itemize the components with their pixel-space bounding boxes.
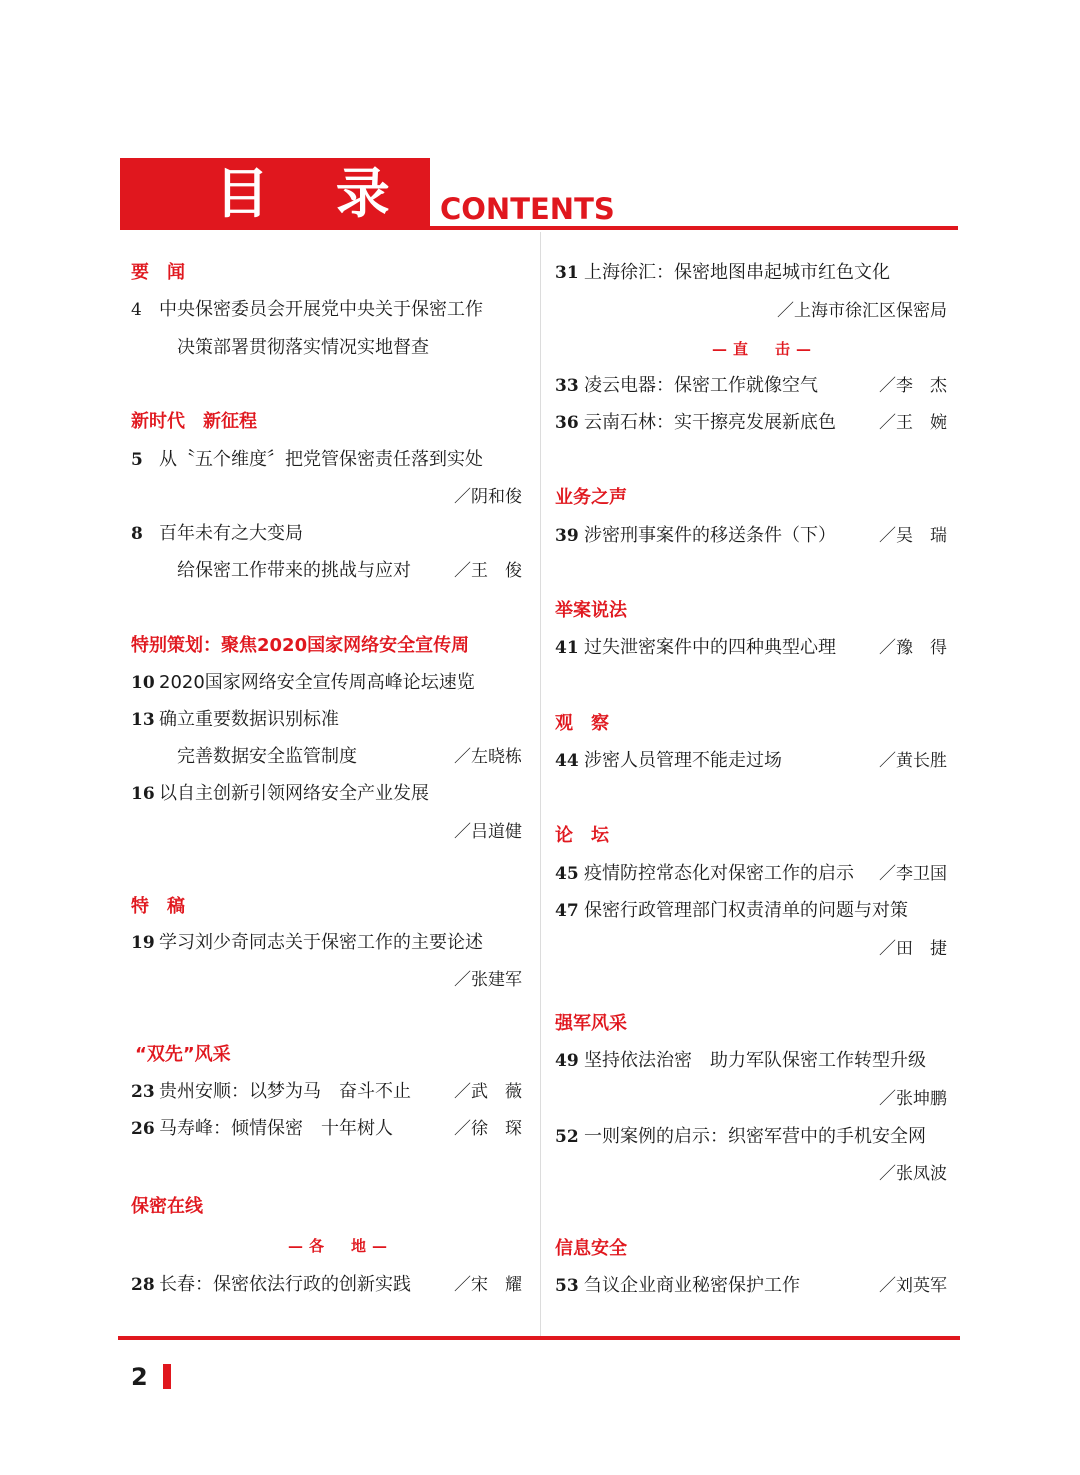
page-ref: 52 (555, 1127, 579, 1147)
section-heading: 特别策划：聚焦2020国家网络安全宣传周 (131, 635, 470, 656)
page-ref: 26 (131, 1119, 155, 1139)
section-heading: 业务之声 (555, 487, 627, 508)
article-author: ／左晓栋 (454, 747, 522, 767)
article-author: ／李 杰 (879, 376, 947, 396)
article-author: ／豫 得 (879, 638, 947, 658)
section-heading: 要 闻 (131, 262, 185, 283)
page-ref: 28 (131, 1275, 155, 1295)
page-ref: 8 (131, 524, 143, 544)
article-title[interactable]: 云南石林：实干擦亮发展新底色 (584, 412, 836, 433)
page-ref: 53 (555, 1276, 579, 1296)
subsection-heading: —直 击— (712, 340, 818, 358)
page-ref: 36 (555, 413, 579, 433)
article-author: ／上海市徐汇区保密局 (777, 301, 947, 321)
page-ref: 44 (555, 751, 579, 771)
article-title[interactable]: 保密行政管理部门权责清单的问题与对策 (584, 900, 908, 921)
article-author: ／田 捷 (879, 939, 947, 959)
section-heading: 保密在线 (131, 1196, 203, 1217)
article-title[interactable]: 刍议企业商业秘密保护工作 (584, 1275, 800, 1296)
article-title[interactable]: 涉密刑事案件的移送条件（下） (584, 525, 836, 546)
article-author: ／宋 耀 (454, 1275, 522, 1295)
article-author: ／刘英军 (879, 1276, 947, 1296)
article-title[interactable]: 上海徐汇：保密地图串起城市红色文化 (584, 262, 890, 283)
article-title[interactable]: 长春：保密依法行政的创新实践 (159, 1274, 411, 1295)
section-heading: 论 坛 (555, 825, 609, 846)
article-title[interactable]: 百年未有之大变局 (159, 523, 303, 544)
article-title[interactable]: 涉密人员管理不能走过场 (584, 750, 782, 771)
page-ref: 41 (555, 638, 579, 658)
article-title[interactable]: 坚持依法治密 助力军队保密工作转型升级 (584, 1050, 926, 1071)
article-author: ／王 婉 (879, 413, 947, 433)
article-title-cont[interactable]: 决策部署贯彻落实情况实地督查 (177, 337, 429, 358)
article-title[interactable]: 疫情防控常态化对保密工作的启示 (584, 863, 854, 884)
section-heading: 特 稿 (131, 896, 185, 917)
section-heading: 举案说法 (555, 600, 627, 621)
page-ref: 10 (131, 673, 155, 693)
page-title: 目 录 (215, 161, 414, 225)
article-author: ／武 薇 (454, 1082, 522, 1102)
article-author: ／徐 琛 (454, 1119, 522, 1139)
column-divider (540, 232, 541, 1338)
article-author: ／张坤鹏 (879, 1089, 947, 1109)
section-heading: “双先”风采 (135, 1044, 231, 1065)
article-title[interactable]: 中央保密委员会开展党中央关于保密工作 (159, 299, 483, 320)
page-ref: 19 (131, 933, 155, 953)
article-author: ／黄长胜 (879, 751, 947, 771)
article-author: ／张建军 (454, 970, 522, 990)
article-author: ／张凤波 (879, 1164, 947, 1184)
page-subtitle: CONTENTS (440, 192, 615, 226)
article-author: ／王 俊 (454, 561, 522, 581)
page-ref: 33 (555, 376, 579, 396)
page-ref: 16 (131, 784, 155, 804)
page-ref: 47 (555, 901, 579, 921)
article-title[interactable]: 2020国家网络安全宣传周高峰论坛速览 (159, 672, 475, 693)
article-title[interactable]: 贵州安顺：以梦为马 奋斗不止 (159, 1081, 411, 1102)
article-title-cont[interactable]: 完善数据安全监管制度 (177, 746, 357, 767)
article-title[interactable]: 马寿峰：倾情保密 十年树人 (159, 1118, 393, 1139)
page-number: 2 (131, 1363, 148, 1391)
article-title[interactable]: 凌云电器：保密工作就像空气 (584, 375, 818, 396)
page-ref: 45 (555, 864, 579, 884)
article-title[interactable]: 学习刘少奇同志关于保密工作的主要论述 (159, 932, 483, 953)
subsection-heading: —各 地— (288, 1237, 394, 1255)
page-ref: 5 (131, 450, 143, 470)
article-title-cont[interactable]: 给保密工作带来的挑战与应对 (177, 560, 411, 581)
article-author: ／吕道健 (454, 822, 522, 842)
page-ref: 13 (131, 710, 155, 730)
article-title[interactable]: 确立重要数据识别标准 (159, 709, 339, 730)
article-title[interactable]: 一则案例的启示：织密军营中的手机安全网 (584, 1126, 926, 1147)
page-ref: 23 (131, 1082, 155, 1102)
article-author: ／吴 瑞 (879, 526, 947, 546)
article-title[interactable]: 以自主创新引领网络安全产业发展 (159, 783, 429, 804)
page-number-bar (163, 1364, 171, 1389)
section-heading: 强军风采 (555, 1013, 627, 1034)
header-rule (120, 226, 958, 230)
page-ref: 39 (555, 526, 579, 546)
footer-rule (118, 1336, 960, 1340)
section-heading: 新时代 新征程 (131, 411, 257, 432)
article-title[interactable]: 从〝五个维度〞把党管保密责任落到实处 (159, 449, 483, 470)
page-ref: 31 (555, 263, 579, 283)
section-heading: 信息安全 (555, 1238, 627, 1259)
page-ref: 49 (555, 1051, 579, 1071)
article-author: ／李卫国 (879, 864, 947, 884)
article-author: ／阴和俊 (454, 487, 522, 507)
section-heading: 观 察 (555, 713, 609, 734)
article-title[interactable]: 过失泄密案件中的四种典型心理 (584, 637, 836, 658)
page-ref: 4 (131, 300, 142, 320)
